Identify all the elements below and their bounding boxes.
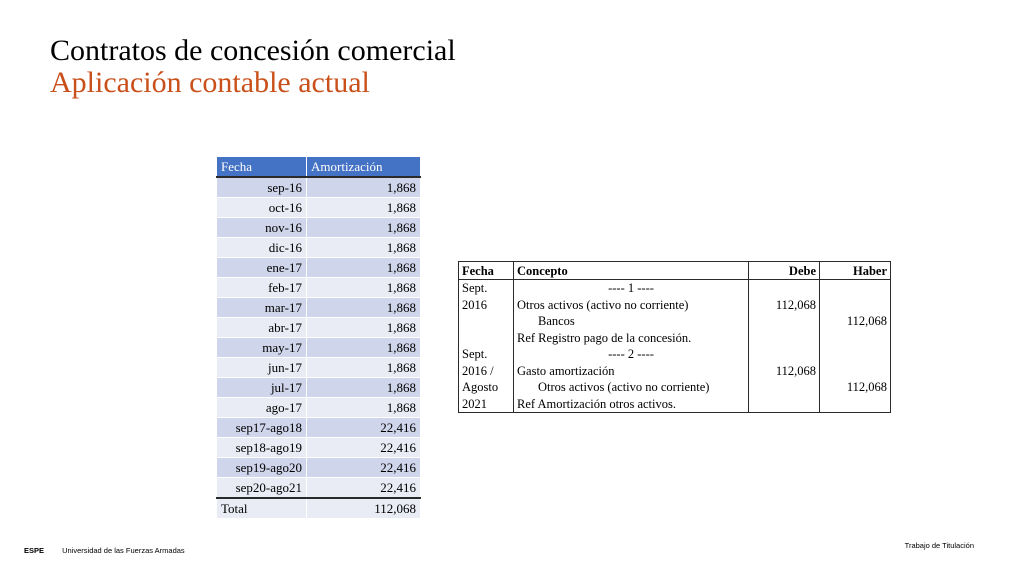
journal-cell-concepto: Ref Registro pago de la concesión. (514, 330, 749, 347)
journal-cell-concepto: Ref Amortización otros activos. (514, 396, 749, 413)
journal-cell-haber (820, 297, 891, 314)
journal-cell-fecha: Agosto (459, 379, 514, 396)
journal-cell-concepto: ---- 2 ---- (514, 346, 749, 363)
journal-header-concepto: Concepto (514, 262, 749, 280)
cell-amortizacion: 1,868 (307, 298, 421, 318)
total-label: Total (217, 498, 307, 519)
amortization-table (216, 156, 421, 519)
journal-row (459, 280, 891, 297)
cell-amortizacion: 1,868 (307, 398, 421, 418)
total-row (217, 498, 421, 519)
journal-cell-debe (749, 396, 820, 413)
cell-fecha: abr-17 (217, 318, 307, 338)
journal-cell-fecha: 2016 / (459, 363, 514, 380)
journal-cell-fecha: 2016 (459, 297, 514, 314)
journal-row (459, 330, 891, 347)
cell-fecha: ago-17 (217, 398, 307, 418)
amortization-body (217, 177, 421, 519)
cell-amortizacion: 1,868 (307, 198, 421, 218)
journal-cell-fecha: Sept. (459, 346, 514, 363)
table-row (217, 198, 421, 218)
cell-fecha: feb-17 (217, 278, 307, 298)
footer-institution: Universidad de las Fuerzas Armadas (62, 546, 185, 555)
header-fecha: Fecha (217, 157, 307, 178)
journal-body (459, 280, 891, 413)
cell-fecha: sep19-ago20 (217, 458, 307, 478)
footer-right: Trabajo de Titulación (904, 541, 974, 550)
cell-amortizacion: 1,868 (307, 338, 421, 358)
table-row (217, 318, 421, 338)
journal-row (459, 297, 891, 314)
cell-fecha: jul-17 (217, 378, 307, 398)
journal-cell-concepto: ---- 1 ---- (514, 280, 749, 297)
journal-header-debe: Debe (749, 262, 820, 280)
journal-header-row (459, 262, 891, 280)
table-row (217, 358, 421, 378)
cell-fecha: ene-17 (217, 258, 307, 278)
journal-header-fecha: Fecha (459, 262, 514, 280)
journal-cell-debe (749, 313, 820, 330)
table-row (217, 378, 421, 398)
journal-cell-haber (820, 396, 891, 413)
table-row (217, 438, 421, 458)
journal-cell-debe: 112,068 (749, 297, 820, 314)
cell-amortizacion: 1,868 (307, 378, 421, 398)
cell-amortizacion: 1,868 (307, 177, 421, 198)
cell-amortizacion: 22,416 (307, 418, 421, 438)
cell-fecha: sep17-ago18 (217, 418, 307, 438)
footer-brand: ESPE (24, 546, 45, 555)
cell-fecha: jun-17 (217, 358, 307, 378)
cell-amortizacion: 1,868 (307, 258, 421, 278)
footer-left (24, 546, 185, 555)
header-amortizacion: Amortización (307, 157, 421, 178)
journal-header-haber: Haber (820, 262, 891, 280)
cell-amortizacion: 1,868 (307, 278, 421, 298)
table-row (217, 177, 421, 198)
table-row (217, 258, 421, 278)
table-row (217, 298, 421, 318)
journal-row (459, 363, 891, 380)
journal-cell-concepto: Gasto amortización (514, 363, 749, 380)
journal-cell-debe: 112,068 (749, 363, 820, 380)
journal-cell-concepto: Bancos (514, 313, 749, 330)
cell-fecha: mar-17 (217, 298, 307, 318)
journal-cell-fecha: Sept. (459, 280, 514, 297)
table-row (217, 398, 421, 418)
journal-cell-concepto: Otros activos (activo no corriente) (514, 379, 749, 396)
journal-cell-fecha (459, 313, 514, 330)
journal-row (459, 313, 891, 330)
table-row (217, 338, 421, 358)
table-row (217, 478, 421, 499)
journal-cell-haber (820, 363, 891, 380)
journal-cell-debe (749, 346, 820, 363)
journal-entry-table (458, 261, 891, 413)
journal-cell-haber (820, 280, 891, 297)
table-row (217, 218, 421, 238)
journal-row (459, 346, 891, 363)
cell-amortizacion: 1,868 (307, 218, 421, 238)
cell-fecha: dic-16 (217, 238, 307, 258)
cell-fecha: may-17 (217, 338, 307, 358)
table-row (217, 458, 421, 478)
cell-fecha: nov-16 (217, 218, 307, 238)
journal-cell-debe (749, 280, 820, 297)
cell-amortizacion: 1,868 (307, 238, 421, 258)
cell-fecha: oct-16 (217, 198, 307, 218)
table-row (217, 278, 421, 298)
journal-cell-concepto: Otros activos (activo no corriente) (514, 297, 749, 314)
journal-row (459, 396, 891, 413)
cell-amortizacion: 22,416 (307, 458, 421, 478)
journal-cell-haber (820, 330, 891, 347)
cell-amortizacion: 22,416 (307, 438, 421, 458)
journal-cell-debe (749, 330, 820, 347)
cell-fecha: sep18-ago19 (217, 438, 307, 458)
cell-amortizacion: 22,416 (307, 478, 421, 499)
cell-fecha: sep-16 (217, 177, 307, 198)
journal-row (459, 379, 891, 396)
journal-cell-haber: 112,068 (820, 313, 891, 330)
amortization-header-row (217, 157, 421, 178)
journal-cell-haber (820, 346, 891, 363)
total-value: 112,068 (307, 498, 421, 519)
table-row (217, 238, 421, 258)
journal-cell-debe (749, 379, 820, 396)
table-row (217, 418, 421, 438)
cell-fecha: sep20-ago21 (217, 478, 307, 499)
journal-cell-fecha (459, 330, 514, 347)
cell-amortizacion: 1,868 (307, 358, 421, 378)
slide-subtitle: Aplicación contable actual (50, 66, 370, 99)
slide-title: Contratos de concesión comercial (50, 34, 456, 67)
cell-amortizacion: 1,868 (307, 318, 421, 338)
journal-cell-haber: 112,068 (820, 379, 891, 396)
journal-cell-fecha: 2021 (459, 396, 514, 413)
